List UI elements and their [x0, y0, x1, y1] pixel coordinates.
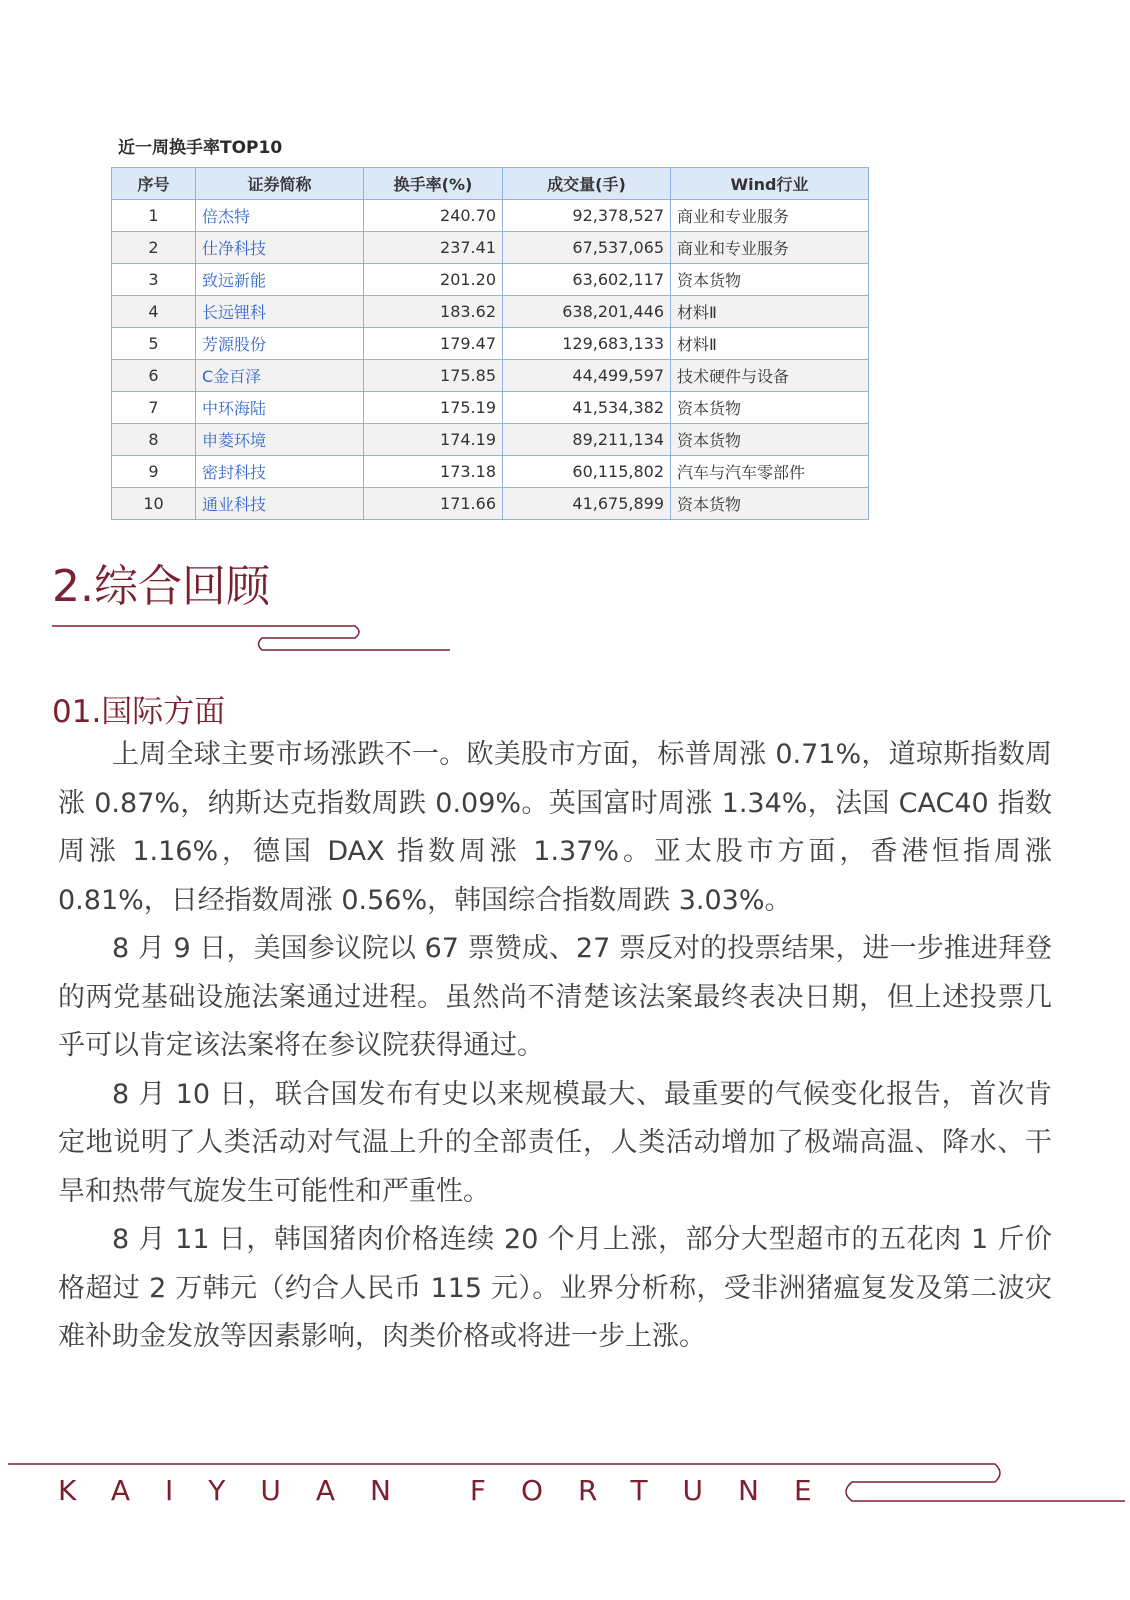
cell-rate: 237.41 [364, 232, 503, 264]
cell-name[interactable]: 长远锂科 [196, 296, 364, 328]
cell-rate: 171.66 [364, 488, 503, 520]
footer-brand: KAIYUAN FORTUNE [58, 1474, 847, 1507]
cell-name[interactable]: 倍杰特 [196, 200, 364, 232]
cell-rate: 201.20 [364, 264, 503, 296]
cell-industry: 材料Ⅱ [671, 328, 869, 360]
paragraph-2: 8 月 9 日，美国参议院以 67 票赞成、27 票反对的投票结果，进一步推进拜登的两党基础设施法案通过进程。虽然尚不清楚该法案最终表决日期，但上述投票几乎可以肯定该法案将在参议院获得通过。 [58, 933, 1052, 1061]
cell-industry: 资本货物 [671, 264, 869, 296]
table-row [112, 488, 869, 520]
section-title: 2.综合回顾 [52, 561, 270, 612]
cell-rate: 179.47 [364, 328, 503, 360]
cell-volume: 41,534,382 [503, 392, 671, 424]
title-underline-decoration [50, 618, 460, 658]
cell-no: 10 [112, 488, 196, 520]
cell-industry: 资本货物 [671, 392, 869, 424]
cell-no: 9 [112, 456, 196, 488]
cell-rate: 240.70 [364, 200, 503, 232]
cell-no: 8 [112, 424, 196, 456]
cell-volume: 89,211,134 [503, 424, 671, 456]
cell-volume: 638,201,446 [503, 296, 671, 328]
table-row [112, 200, 869, 232]
cell-no: 3 [112, 264, 196, 296]
table-row [112, 424, 869, 456]
table-row [112, 392, 869, 424]
cell-no: 5 [112, 328, 196, 360]
table-caption: 近一周换手率TOP10 [118, 138, 283, 158]
cell-volume: 63,602,117 [503, 264, 671, 296]
cell-no: 4 [112, 296, 196, 328]
cell-volume: 129,683,133 [503, 328, 671, 360]
cell-rate: 175.85 [364, 360, 503, 392]
cell-volume: 92,378,527 [503, 200, 671, 232]
cell-industry: 材料Ⅱ [671, 296, 869, 328]
cell-industry: 商业和专业服务 [671, 232, 869, 264]
paragraph-4: 8 月 11 日，韩国猪肉价格连续 20 个月上涨，部分大型超市的五花肉 1 斤价格超过 2 万韩元（约合人民币 115 元）。业界分析称，受非洲猪瘟复发及第二波灾难补助金发放等因素影响，肉类价格或将进一步上涨。 [58, 1224, 1052, 1352]
cell-industry: 资本货物 [671, 424, 869, 456]
cell-name[interactable]: 仕净科技 [196, 232, 364, 264]
cell-name[interactable]: 中环海陆 [196, 392, 364, 424]
cell-industry: 汽车与汽车零部件 [671, 456, 869, 488]
paragraph-3: 8 月 10 日，联合国发布有史以来规模最大、最重要的气候变化报告，首次肯定地说明了人类活动对气温上升的全部责任，人类活动增加了极端高温、降水、干旱和热带气旋发生可能性和严重性。 [58, 1078, 1052, 1207]
header-rate: 换手率(%) [364, 168, 503, 200]
paragraph-1: 上周全球主要市场涨跌不一。欧美股市方面，标普周涨 0.71%，道琼斯指数周涨 0.87%，纳斯达克指数周跌 0.09%。英国富时周涨 1.34%，法国 CAC40 指数周涨 1.16%，德国 DAX 指数周涨 1.37%。亚太股市方面，香港恒指周涨 0.81%，日经指数周涨 0.56%，韩国综合指数周跌 3.03%。 [58, 739, 1052, 916]
table-row [112, 296, 869, 328]
cell-industry: 技术硬件与设备 [671, 360, 869, 392]
cell-industry: 资本货物 [671, 488, 869, 520]
cell-volume: 44,499,597 [503, 360, 671, 392]
cell-no: 1 [112, 200, 196, 232]
header-name: 证券简称 [196, 168, 364, 200]
cell-volume: 41,675,899 [503, 488, 671, 520]
cell-industry: 商业和专业服务 [671, 200, 869, 232]
cell-name[interactable]: 密封科技 [196, 456, 364, 488]
body-text [58, 731, 1052, 1362]
cell-rate: 175.19 [364, 392, 503, 424]
cell-name[interactable]: 申菱环境 [196, 424, 364, 456]
cell-rate: 174.19 [364, 424, 503, 456]
header-volume: 成交量(手) [503, 168, 671, 200]
turnover-top10-table [111, 167, 869, 520]
cell-no: 2 [112, 232, 196, 264]
cell-no: 7 [112, 392, 196, 424]
table-row [112, 264, 869, 296]
cell-name[interactable]: C金百泽 [196, 360, 364, 392]
table-header-row [112, 168, 869, 200]
cell-volume: 60,115,802 [503, 456, 671, 488]
cell-name[interactable]: 通业科技 [196, 488, 364, 520]
header-industry: Wind行业 [671, 168, 869, 200]
table-row [112, 360, 869, 392]
cell-name[interactable]: 致远新能 [196, 264, 364, 296]
table-row [112, 456, 869, 488]
cell-volume: 67,537,065 [503, 232, 671, 264]
table-row [112, 232, 869, 264]
cell-name[interactable]: 芳源股份 [196, 328, 364, 360]
header-no: 序号 [112, 168, 196, 200]
cell-rate: 183.62 [364, 296, 503, 328]
cell-rate: 173.18 [364, 456, 503, 488]
cell-no: 6 [112, 360, 196, 392]
table-row [112, 328, 869, 360]
subsection-title: 01.国际方面 [52, 694, 226, 730]
